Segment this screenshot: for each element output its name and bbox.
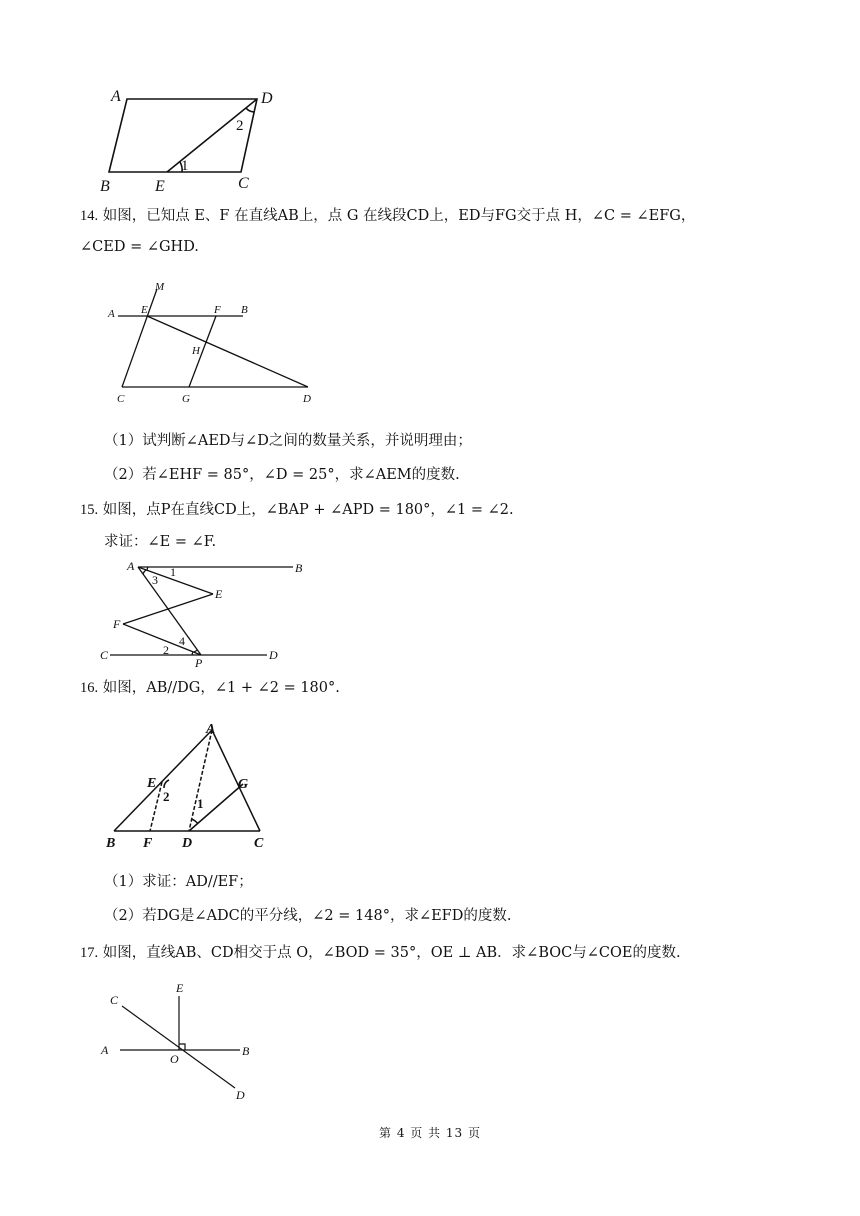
q15-label-P: P (195, 656, 203, 670)
q14-label-A: A (108, 308, 115, 320)
q14-label-B: B (241, 304, 248, 316)
figure-q17 (95, 980, 265, 1105)
q15-text: 如图，点P在直线CD上，∠BAP + ∠APD = 180°，∠1 = ∠2. (102, 502, 514, 518)
figure-parallelogram (95, 82, 295, 197)
q16-angle-1: 1 (197, 796, 204, 811)
q14-line-1: 14. 如图，已知点 E、F 在直线AB上，点 G 在线段CD上，ED与FG交于点 H，∠C = ∠EFG， (80, 208, 696, 224)
q16-text: 如图，AB//DG，∠1 + ∠2 = 180°. (102, 680, 340, 696)
q14-label-M: M (155, 281, 165, 293)
figure-q15 (95, 555, 320, 670)
q14-sub-1: （1）试判断∠AED与∠D之间的数量关系，并说明理由； (104, 433, 472, 449)
angle-2: 2 (236, 118, 244, 134)
figure-q14 (100, 275, 330, 410)
q15-label-B: B (295, 561, 303, 575)
q16-label-D: D (182, 836, 193, 851)
q16-label-C: C (254, 836, 264, 851)
q14-line-2: ∠CED = ∠GHD. (80, 239, 199, 255)
q15-label-F: F (113, 617, 121, 631)
q17-line-1: 17. 如图，直线AB、CD相交于点 O，∠BOD = 35°，OE ⊥ AB．求∠BOC与∠COE的度数. (80, 945, 681, 961)
q16-line-1: 16. 如图，AB//DG，∠1 + ∠2 = 180°. (80, 680, 340, 696)
q17-label-E: E (176, 981, 184, 995)
q15-label-D: D (269, 648, 278, 662)
label-C: C (238, 175, 249, 192)
q14-label-C: C (117, 393, 125, 405)
q16-label-B: B (106, 836, 116, 851)
q14-label-D: D (303, 393, 311, 405)
label-B: B (100, 178, 110, 195)
q14-text: 如图，已知点 E、F 在直线AB上，点 G 在线段CD上，ED与FG交于点 H，∠C = ∠EFG， (102, 208, 696, 224)
q16-label-F: F (143, 836, 153, 851)
q16-angle-2: 2 (163, 789, 170, 804)
q16-label-A: A (206, 722, 216, 737)
q16-sub-2: （2）若DG是∠ADC的平分线，∠2 = 148°，求∠EFD的度数. (104, 908, 512, 924)
q17-text: 如图，直线AB、CD相交于点 O，∠BOD = 35°，OE ⊥ AB．求∠BOC与∠COE的度数. (102, 945, 681, 961)
q15-label-E: E (215, 587, 223, 601)
q17-label-O: O (170, 1052, 179, 1066)
q15-angle-4: 4 (179, 634, 185, 648)
angle-1: 1 (181, 158, 189, 174)
q16-label-G: G (238, 777, 249, 792)
q15-label-A: A (127, 559, 135, 573)
q17-label-C: C (110, 993, 119, 1007)
q17-label-B: B (242, 1044, 250, 1058)
q14-label-G: G (182, 393, 190, 405)
page-footer: 第 4 页 共 13 页 (379, 1126, 481, 1140)
q16-sub-1: （1）求证：AD//EF； (104, 874, 253, 890)
q14-label-H: H (192, 345, 200, 357)
label-A: A (111, 88, 121, 105)
q17-label-A: A (101, 1043, 109, 1057)
q15-angle-2: 2 (163, 643, 169, 657)
q15-line-2: 求证：∠E = ∠F. (104, 534, 217, 550)
q15-line-1: 15. 如图，点P在直线CD上，∠BAP + ∠APD = 180°，∠1 = ∠2. (80, 502, 514, 518)
q14-sub-2: （2）若∠EHF = 85°，∠D = 25°，求∠AEM的度数. (104, 467, 460, 483)
q15-label-C: C (100, 648, 109, 662)
q16-label-E: E (147, 776, 157, 791)
q17-label-D: D (236, 1088, 245, 1102)
q14-label-F: F (214, 304, 221, 316)
q15-angle-3: 3 (152, 573, 158, 587)
label-D: D (261, 90, 273, 107)
figure-q16 (100, 718, 280, 853)
label-E: E (155, 178, 165, 195)
q14-label-E: E (141, 304, 148, 316)
q15-angle-1: 1 (170, 565, 176, 579)
